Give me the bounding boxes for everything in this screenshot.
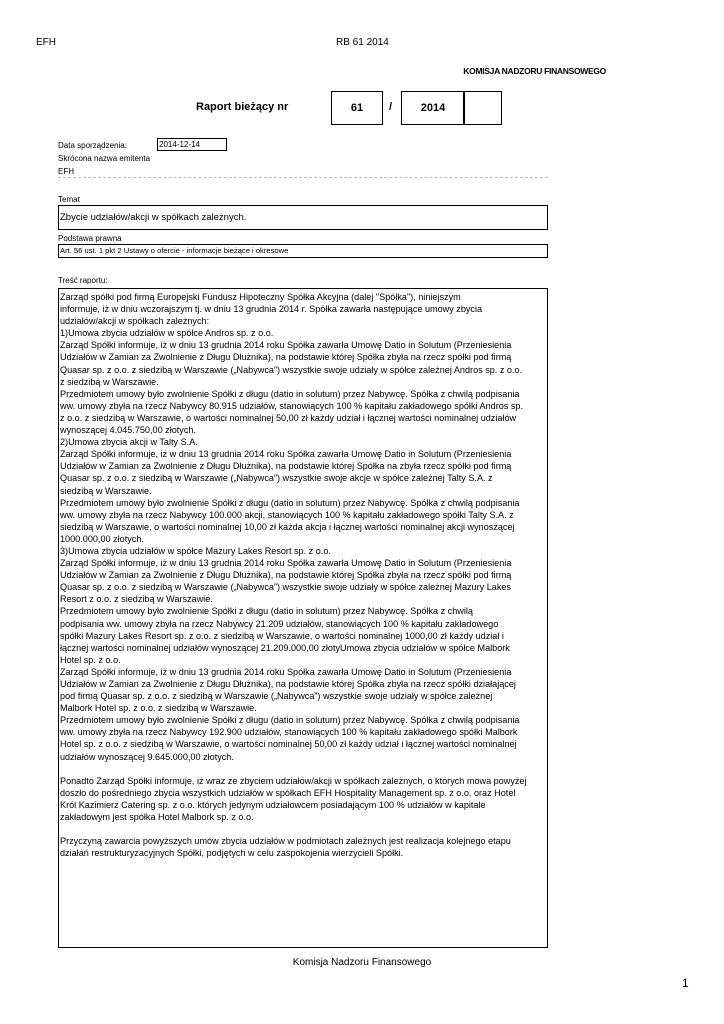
- header-center: RB 61 2014: [336, 37, 389, 48]
- date-value: 2014-12-14: [159, 140, 200, 149]
- report-slash: /: [389, 101, 393, 113]
- commission-title: KOMISJA NADZORU FINANSOWEGO: [463, 66, 606, 76]
- report-year: 2014: [420, 102, 446, 114]
- legal-value: Art. 56 ust. 1 pkt 2 Ustawy o ofercie - informacje bieżące i okresowe: [60, 246, 289, 255]
- issuer-value: EFH: [58, 167, 74, 176]
- subject-field: [58, 205, 548, 230]
- report-year-box: [401, 91, 465, 125]
- report-number: 61: [350, 102, 364, 114]
- legal-field: [58, 244, 548, 258]
- issuer-label: Skrócona nazwa emitenta: [58, 154, 151, 163]
- legal-label: Podstawa prawna: [58, 234, 122, 243]
- date-label: Data sporządzenia:: [58, 141, 127, 150]
- subject-value: Zbycie udziałów/akcji w spółkach zależnych.: [60, 212, 247, 223]
- report-number-box: [331, 91, 383, 125]
- date-field: [157, 138, 227, 151]
- content-label: Treść raportu:: [58, 276, 108, 285]
- report-label: Raport bieżący nr: [196, 101, 289, 113]
- header-left: EFH: [36, 37, 56, 48]
- content-paragraph-3: Przyczyną zawarcia powyższych umów zbycia udziałów w podmiotach zależnych jest realizacja kolejnego etapu działań restrukturyzacyjnych Spółki, podjętych w celu zaspokojenia wierzycieli Spółki.: [60, 836, 511, 859]
- issuer-divider: [58, 177, 548, 178]
- footer-center: Komisja Nadzoru Finansowego: [292, 957, 432, 968]
- report-extra-box: [463, 91, 502, 125]
- page-number: 1: [682, 976, 689, 990]
- content-paragraph-2: Ponadto Zarząd Spółki informuje, iż wraz ze zbyciem udziałów/akcji w spółkach zależnych, o których mowa powyżej doszło do pośredniego zbycia wszystkich udziałów w spółkach EFH Hospitality Management sp. z o.o. oraz Hotel Król Kazimierz Catering sp. z o.o. których jedynym udziałowcem posiadającym 100 % udziałów w kapitale zakładowym jest spółka Hotel Malbork sp. z o.o.: [60, 775, 527, 822]
- subject-label: Temat: [58, 195, 80, 204]
- content-paragraph-1: Zarząd spółki pod firmą Europejski Fundusz Hipoteczny Spółka Akcyjna (dalej "Spółka"), niniejszym informuje, iż w dniu wczorajszym tj. w dniu 13 grudnia 2014 r. Spółka zawarła następujące umowy zbycia udziałów/akcji w spółkach zależnych: 1)Umowa zbycia udziałów w spółce Andros sp. z o.o. Zarząd Spółki informuje, iż w dniu 13 grudnia 2014 roku Spółka zawarła Umowę Datio in Solutum (Przeniesienia Udziałów w Zamian za Zwolnienie z Długu Dłużnika), na podstawie której Spółka zbyła na rzecz spółki pod firmą Quasar sp. z o.o. z siedzibą w Warszawie („Nabywca”) wszystkie swoje udziały w spółce zależnej Andros sp. z o.o. z siedzibą w Warszawie. Przedmiotem umowy było zwolnienie Spółki z długu (datio in solutum) przez Nabywcę. Spółka z chwilą podpisania ww. umowy zbyła na rzecz Nabywcy 80.915 udziałów, stanowiących 100 % kapitału zakładowego spółki Andros sp. z o.o. z siedzibą w Warszawie, o wartości nominalnej 50,00 zł każdy udział i łącznej wartości nominalnej udziałów wynoszącej 4.045.750,00 złotych. 2)Umowa zbycia akcji w Talty S.A. Zarząd Spółki informuje, iż w dniu 13 grudnia 2014 roku Spółka zawarła Umowę Datio in Solutum (Przeniesienia Udziałów w Zamian za Zwolnienie z Długu Dłużnika), na podstawie której Spółka na zbyła rzecz spółki pod firmą Quasar sp. z o.o. z siedzibą w Warszawie („Nabywca”) wszystkie swoje akcje w spółce zależnej Talty S.A. z siedzibą w Warszawie. Przedmiotem umowy było zwolnienie Spółki z długu (datio in solutum) przez Nabywcę. Spółka z chwilą podpisania ww. umowy zbyła na rzecz Nabywcy 100.000 akcji, stanowiących 100 % kapitału zakładowego spółki Talty S.A. z siedzibą w Warszawie, o wartości nominalnej 10,00 zł każda akcja i łącznej wartości nominalnej akcji wynoszącej 1000.000,00 złotych. 3)Umowa zbycia udziałów w spółce Mazury Lakes Resort sp. z o.o. Zarząd Spółki informuje, iż w dniu 13 grudnia 2014 roku Spółka zawarła Umowę Datio in Solutum (Przeniesienia Udziałów w Zamian za Zwolnienie z Długu Dłużnika), na podstawie której Spółka zbyła na rzecz spółki pod firmą Quasar sp. z o.o. z siedzibą w Warszawie („Nabywca”) wszystkie swoje udziały w spółce zależnej Mazury Lakes Resort z o.o. z siedzibą w Warszawie. Przedmiotem umowy było zwolnienie Spółki z długu (datio in solutum) przez Nabywcę. Spółka z chwilą podpisania ww. umowy zbyła na rzecz Nabywcy 21.209 udziałów, stanowiących 100 % kapitału zakładowego spółki Mazury Lakes Resort sp. z o.o. z siedzibą w Warszawie, o wartości nominalnej 1000,00 zł każdy udział i łącznej wartości nominalnej udziałów wynoszącej 21.209.000,00 złotyUmowa zbycia udziałów w spółce Malbork Hotel sp. z o.o. Zarząd Spółki informuje, iż w dniu 13 grudnia 2014 roku Spółka zawarła Umowę Datio in Solutum (Przeniesienia Udziałów w Zamian za Zwolnienie z Długu Dłużnika), na podstawie której Spółka zbyła na rzecz spółki działającej pod firmą Quasar sp. z o.o. z siedzibą w Warszawie („Nabywca”) wszystkie swoje udziały w spółce zależnej Malbork Hotel sp. z o.o. z siedzibą w Warszawie. Przedmiotem umowy było zwolnienie Spółki z długu (datio in solutum) przez Nabywcę. Spółka z chwilą podpisania ww. umowy zbyła na rzecz Nabywcy 192.900 udziałów, stanowiących 100 % kapitału zakładowego spółki Malbork Hotel sp. z o.o. z siedzibą w Warszawie, o wartości nominalnej 50,00 zł każdy udział i łącznej wartości nominalnej udziałów wynoszącej 9.645.000,00 złotych.: [60, 292, 524, 762]
- report-content: [58, 288, 548, 948]
